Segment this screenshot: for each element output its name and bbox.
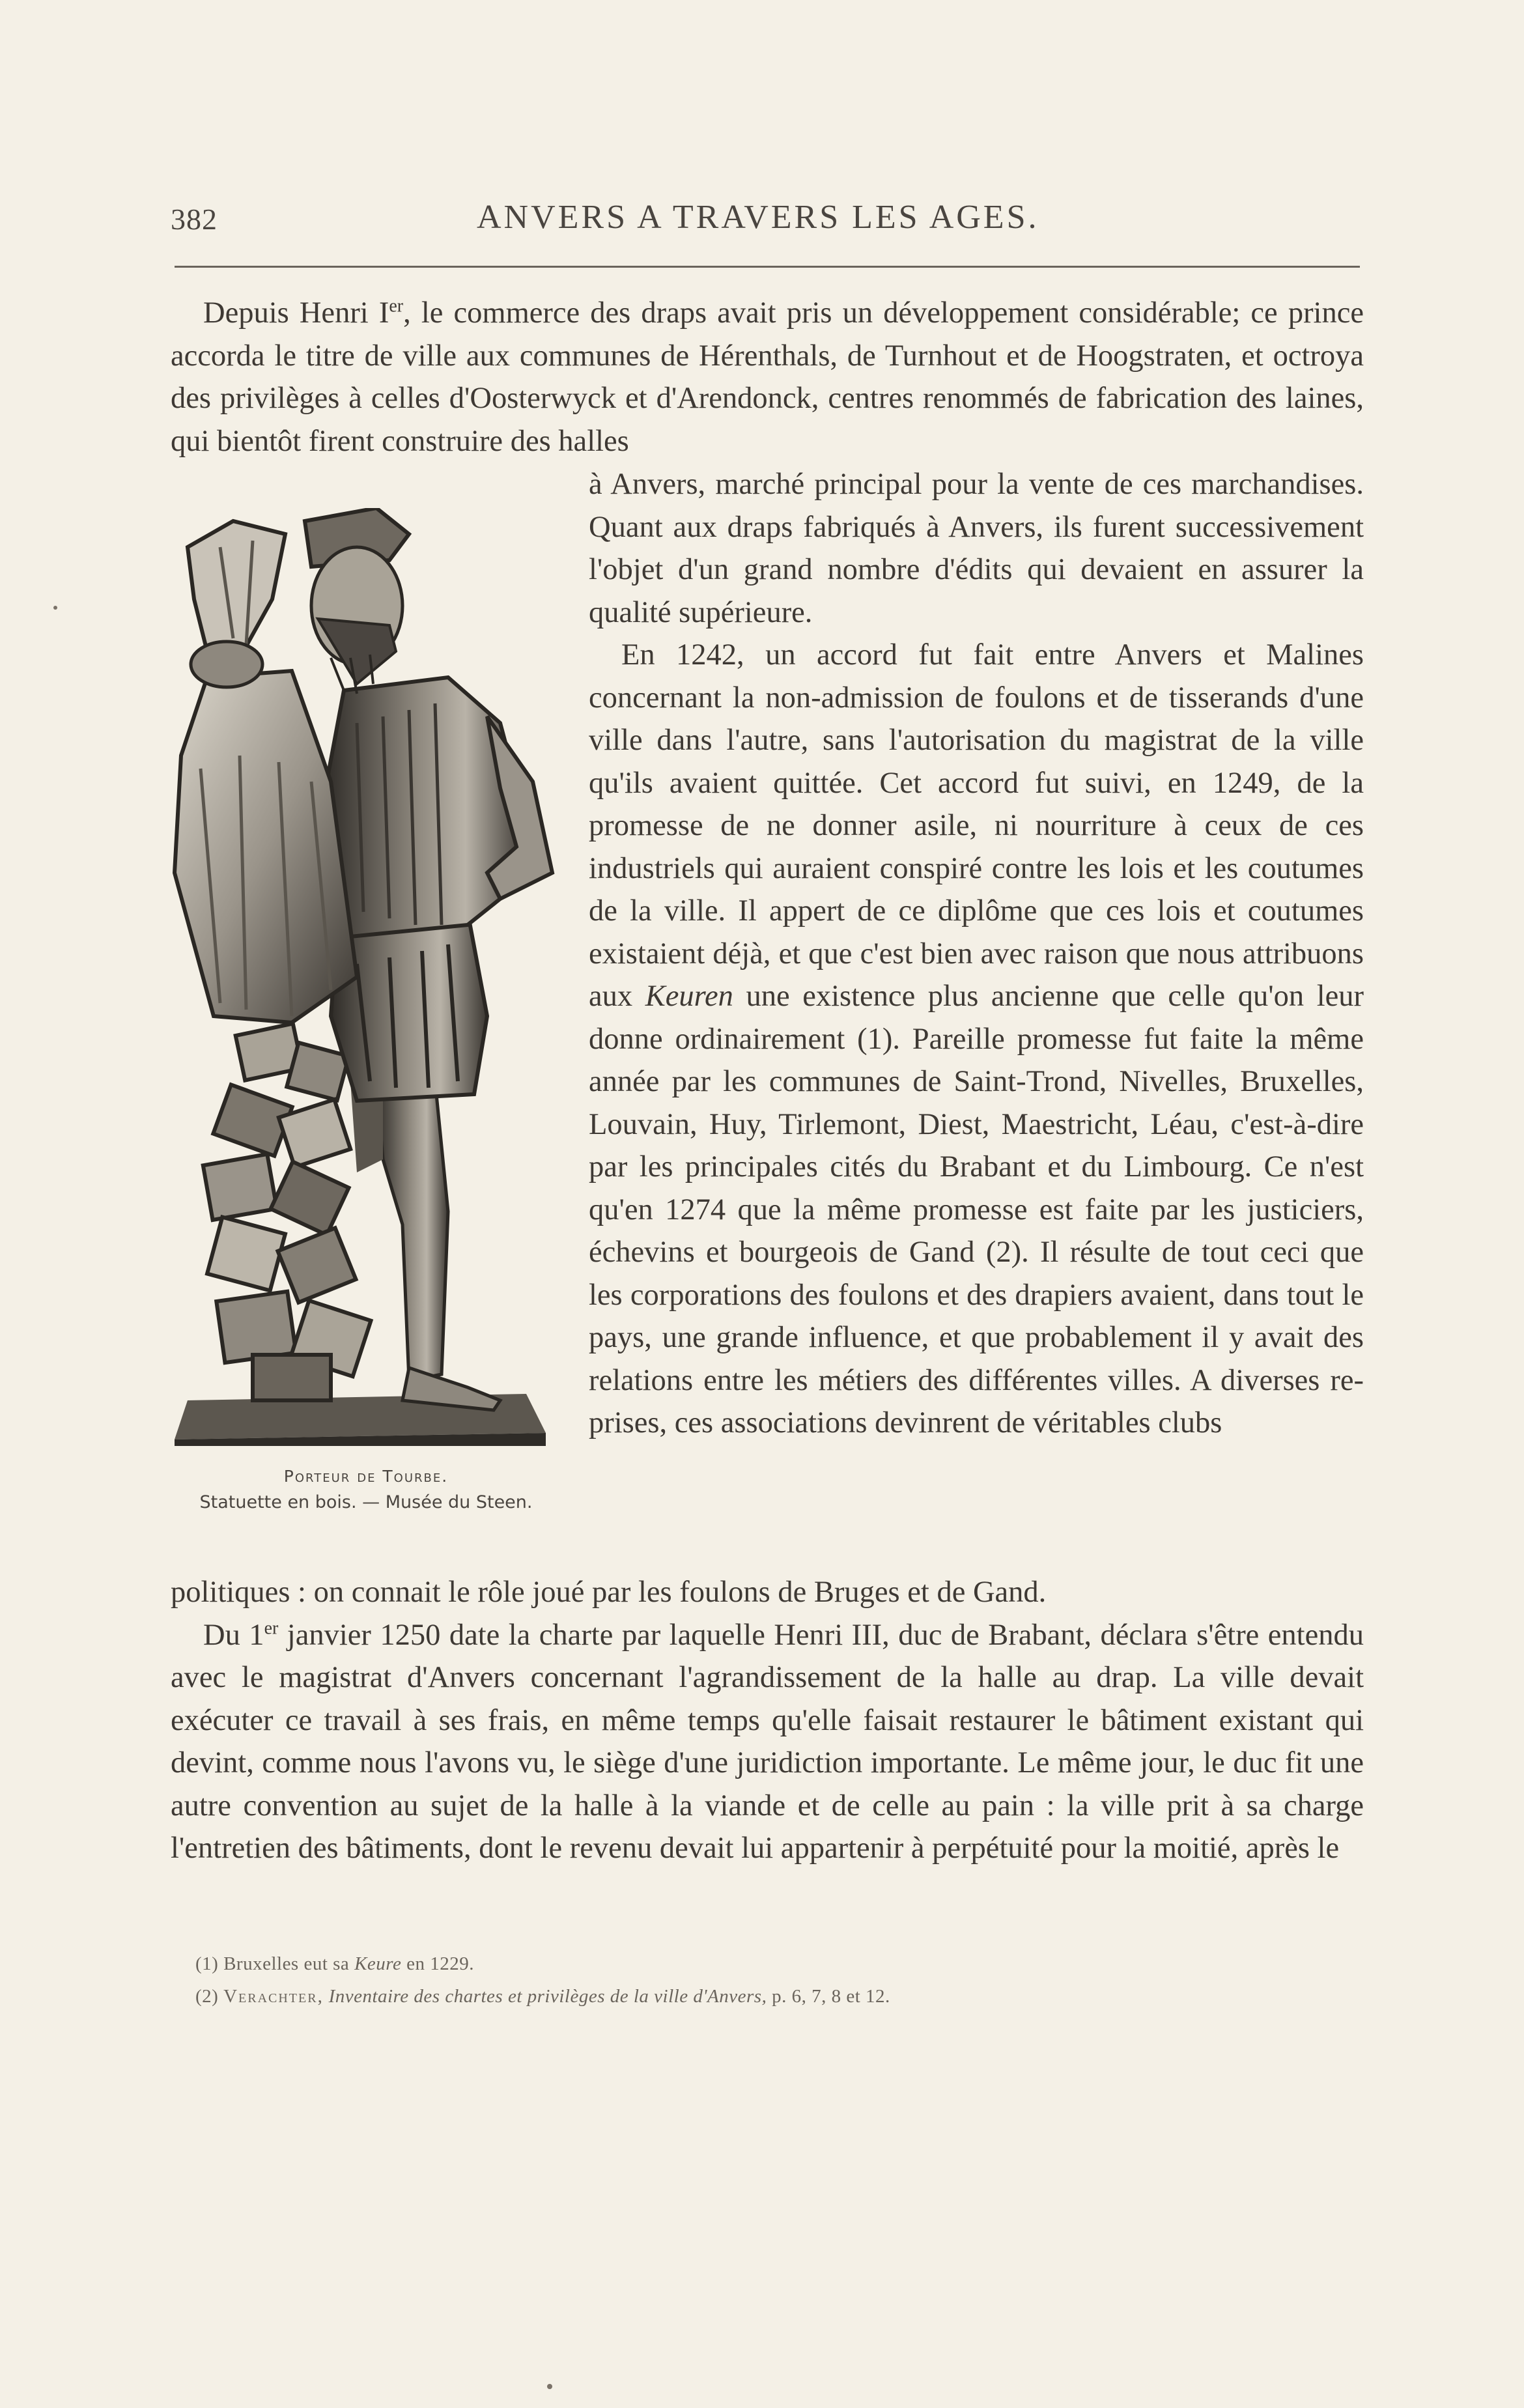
bottom-text [171, 1571, 1364, 1870]
paragraph-henri-intro: Depuis Henri Ier, le commerce des draps avait pris un développement considérable; ce prince accorda le titre de ville aux communes de Hérenthals, de Turnhout et de Hoogstraten, et octroya des privilèges à celles d'Oosterwyck et d'Arendonck, centres renommés de fabrication des laines, qui bientôt firent construire des halles [171, 296, 1364, 458]
figure-head [305, 508, 409, 694]
footnote-1: (1) Bruxelles eut sa Keure en 1229. [195, 1953, 474, 1974]
footnote-2: (2) Verachter, Inventaire des chartes et privilèges de la ville d'Anvers, p. 6, 7, 8 et 12. [195, 1986, 890, 2007]
paragraph-1250-charter: Du 1er janvier 1250 date la charte par laquelle Henri III, duc de Brabant, déclara s'être entendu avec le magistrat d'Anvers concernant l'agrandissement de la halle au drap. La ville devait exécuter ce travail à ses frais, en même temps qu'elle faisait restaurer le bâtiment existant qui devint, comme nous l'avons vu, le siège d'une juridiction importante. Le même jour, le duc fit une autre convention au sujet de la halle à la viande et de celle au pain : la ville prit à sa charge l'entretien des bâtiments, dont le revenu devait lui appartenir à perpétuité pour la moitié, après le [171, 1618, 1364, 1865]
peat-carrier-statuette-image [162, 508, 565, 1446]
peat-blocks [203, 1023, 371, 1400]
paragraph-1242-accord: En 1242, un accord fut fait entre Anvers et Malines concernant la non-admission de foulons et de tisserands d'une ville dans l'autre, sans l'autorisation du magistrat de la ville qu'ils avaient quittée. Cet accord fut suivi, en 1249, de la promesse de ne donner asile, ni nourriture à ceux de ces industriels qui auraient conspiré contre les lois et les coutumes de la ville. Il appert de ce diplôme que ces lois et coutumes existaient déjà, et que c'est bien avec raison que nous attribuons aux Keuren une existence plus ancienne que celle qu'on leur donne ordinairement (1). Pareille promesse fut faite la même année par les communes de Saint-Trond, Nivelles, Bruxelles, Louvain, Huy, Tirlemont, Diest, Maestricht, Léau, c'est-à-dire par les principales cités du Brabant et du Limbourg. Ce n'est qu'en 1274 que la même promesse est faite par les justiciers, échevins et bourgeois de Gand (2). Il résulte de tout ceci que les corporations des foulons et des drapiers avaient, dans tout le pays, une grande influence, et que probablement il y avait des relations entre les métiers des différentes villes. A diverses reprises, ces associations devinrent de véritables clubs [589, 638, 1364, 1439]
footnotes [195, 1948, 1368, 2013]
running-header [171, 195, 1364, 248]
header-rule [175, 266, 1360, 268]
paper-speck [547, 2384, 552, 2389]
paragraph-anvers-market: à Anvers, marché principal pour la vente de ces marchandises. Quant aux draps fabriqués à Anvers, ils furent successivement l'objet d'un grand nombre d'édits qui devaient en assurer la qualité supérieure. [589, 468, 1364, 629]
keuren-italic: Keuren [645, 980, 733, 1013]
page-number: 382 [171, 203, 218, 236]
statuette-figure [162, 508, 565, 1485]
figure-caption [171, 1467, 561, 1512]
paper-speck [53, 606, 57, 610]
running-title: ANVERS A TRAVERS LES AGES. [477, 199, 1039, 236]
right-column-text [589, 463, 1364, 1445]
caption-subtitle: Statuette en bois. — Musée du Steen. [199, 1492, 533, 1512]
caption-title: Porteur de Tourbe. [283, 1467, 449, 1486]
paragraph-politiques-line: politiques : on connait le rôle joué par les foulons de Bruges et de Gand. [171, 1576, 1047, 1609]
figure-legs [350, 1081, 500, 1410]
